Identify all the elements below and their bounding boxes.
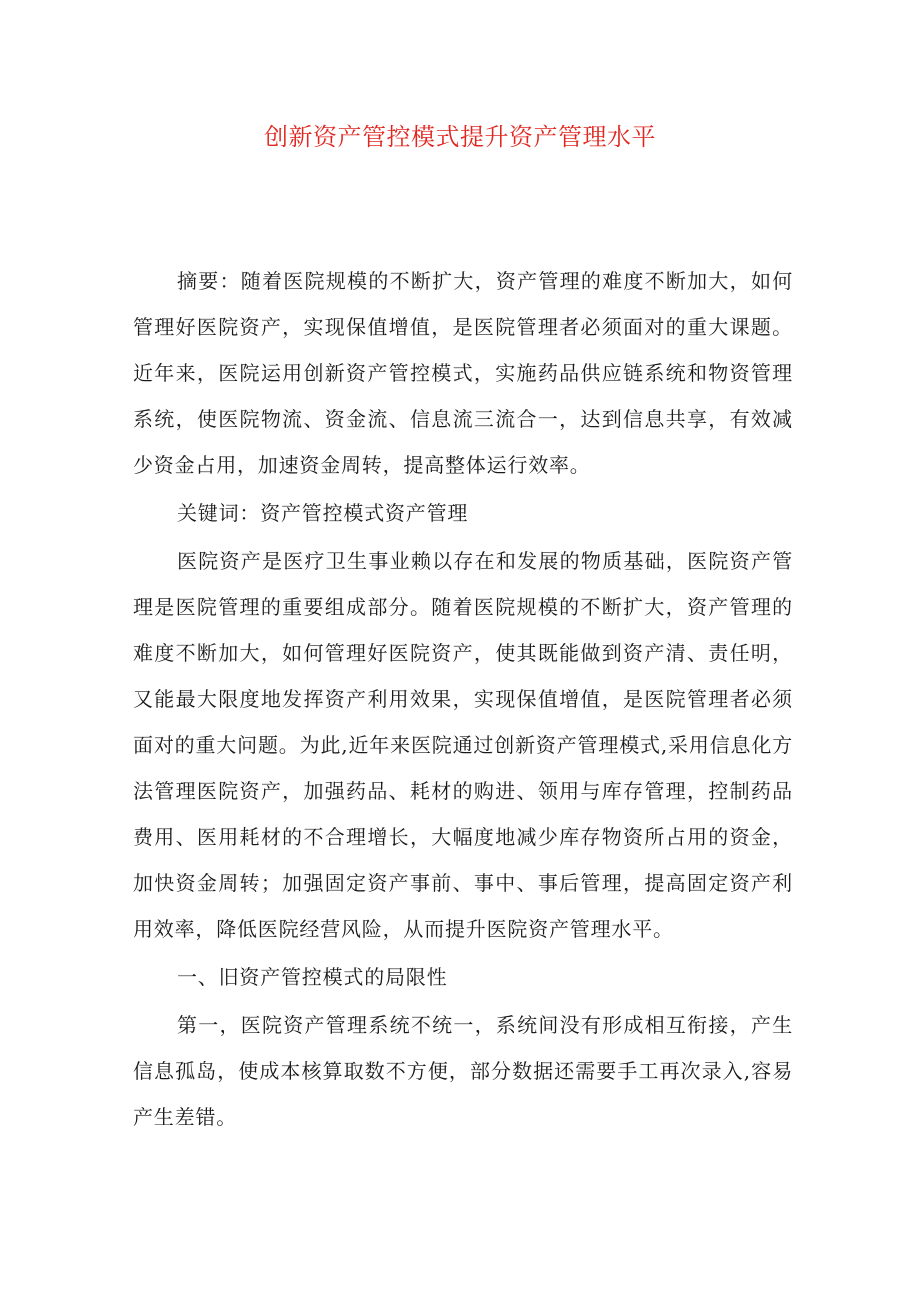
document-title: 创新资产管控模式提升资产管理水平 — [264, 123, 656, 151]
section-heading: 一、旧资产管控模式的局限性 — [177, 965, 448, 989]
abstract-paragraph: 摘要：随着医院规模的不断扩大，资产管理的难度不断加大，如何管理好医院资产，实现保值增值，是医院管理者必须面对的重大课题。近年来，医院运用创新资产管控模式，实施药品供应链系统和物资管理系统，使医院物流、资金流、信息流三流合一，达到信息共享，有效减少资金占用，加速资金周转，提高整体运行效率。 — [133, 269, 793, 477]
document-body — [133, 258, 793, 1140]
keywords-paragraph: 关键词：资产管控模式资产管理 — [177, 501, 469, 525]
intro-paragraph: 医院资产是医疗卫生事业赖以存在和发展的物质基础，医院资产管理是医院管理的重要组成部分。随着医院规模的不断扩大，资产管理的难度不断加大，如何管理好医院资产，使其既能做到资产清、责任明，又能最大限度地发挥资产利用效果，实现保值增值，是医院管理者必须面对的重大问题。为此,近年来医院通过创新资产管理模式,采用信息化方法管理医院资产，加强药品、耗材的购进、领用与库存管理，控制药品费用、医用耗材的不合理增长，大幅度地减少库存物资所占用的资金，加快资金周转；加强固定资产事前、事中、事后管理，提高固定资产利用效率，降低医院经营风险，从而提升医院资产管理水平。 — [133, 549, 793, 941]
first-point-paragraph: 第一，医院资产管理系统不统一，系统间没有形成相互衔接，产生信息孤岛，使成本核算取数不方便，部分数据还需要手工再次录入,容易产生差错。 — [133, 1013, 793, 1129]
